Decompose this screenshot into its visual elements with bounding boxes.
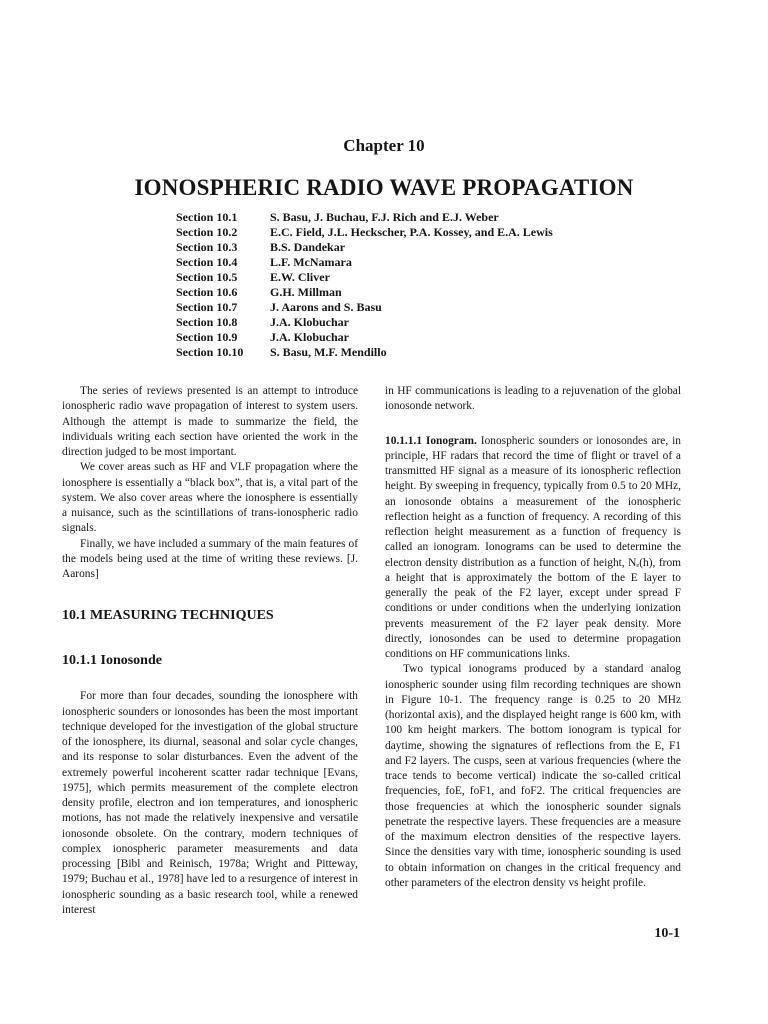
- section-number: Section 10.4: [176, 255, 238, 269]
- section-authors: S. Basu, J. Buchau, F.J. Rich and E.J. Weber: [270, 210, 499, 224]
- ionogram-text: Ionospheric sounders or ionosondes are, in principle, HF radars that record the time of flight or travel of a transmitted HF signal as a measure of its ionospheric reflection height. By sweeping in frequency, typically from 0.5 to 20 MHz, an ionosonde obtains a measurement of the ionospheric reflection height as a function of frequency. A recording of this reflection height measurement as a function of frequency is called an ionogram. Ionograms can be used to determine the electron density distribution as a function of height, Nₑ(h), from a height that is approximately the bottom of the E layer to generally the peak of the F2 layer, except under spread F conditions or under conditions when the underlying ionization prevents measurement of the F2 layer peak density. More directly, ionosondes can be used to determine propagation conditions on HF communications links.: [385, 434, 681, 660]
- intro-paragraph: We cover areas such as HF and VLF propagation where the ionosphere is essentially a “black box”, that is, a vital part of the system. We also cover areas where the ionosphere is essentially a nuisance, such as the scintillations of trans-ionospheric radio signals.: [62, 461, 358, 535]
- section-authors: L.F. McNamara: [270, 255, 352, 269]
- section-number: Section 10.9: [176, 330, 238, 344]
- body-paragraph: For more than four decades, sounding the ionosphere with ionospheric sounders or ionosondes has been the most important technique developed for the investigation of the global structure of the ionosphere, its diurnal, seasonal and solar cycle changes, and its response to solar disturbances. Even the advent of the extremely powerful incoherent scatter radar technique [Evans, 1975], which permits measurement of the complete electron density profile, electron and ion temperatures, and ionospheric motions, has not made the relatively inexpensive and versatile ionosonde obsolete. On the contrary, modern techniques of complex ionospheric parameter measurements and data processing [Bibl and Reinisch, 1978a; Wright and Pitteway, 1979; Buchau et al., 1978] have led to a resurgence of interest in ionospheric sounding as a basic research tool, while a renewed interest: [62, 690, 358, 916]
- section-number: Section 10.10: [176, 345, 244, 359]
- section-authors: G.H. Millman: [270, 285, 342, 299]
- continued-paragraph: in HF communications is leading to a rejuvenation of the global ionosonde network.: [385, 385, 681, 413]
- section-heading: 10.1 MEASURING TECHNIQUES: [62, 608, 274, 624]
- author-row: [176, 240, 553, 255]
- section-number: Section 10.5: [176, 270, 238, 284]
- section-number: Section 10.1: [176, 210, 238, 224]
- subsection-heading: 10.1.1 Ionosonde: [62, 653, 162, 669]
- section-number: Section 10.2: [176, 225, 238, 239]
- ionogram-paragraph: [385, 434, 681, 663]
- section-authors: S. Basu, M.F. Mendillo: [270, 345, 387, 359]
- section-number: Section 10.6: [176, 285, 238, 299]
- chapter-title: IONOSPHERIC RADIO WAVE PROPAGATION: [134, 175, 634, 200]
- runin-heading: 10.1.1.1 Ionogram.: [385, 434, 477, 447]
- section-authors: J. Aarons and S. Basu: [270, 300, 382, 314]
- section-number: Section 10.8: [176, 315, 238, 329]
- author-row: [176, 255, 553, 270]
- author-row: [176, 270, 553, 285]
- section-authors: E.W. Cliver: [270, 270, 330, 284]
- intro-paragraph: Finally, we have included a summary of the main features of the models being used at the time of writing these reviews. [J. Aarons]: [62, 537, 358, 580]
- author-row: [176, 210, 553, 225]
- left-column: [62, 384, 358, 918]
- section-number: Section 10.3: [176, 240, 238, 254]
- section-authors: J.A. Klobuchar: [270, 315, 350, 329]
- body-paragraph: Two typical ionograms produced by a standard analog ionospheric sounder using film recording techniques are shown in Figure 10-1. The frequency range is 0.25 to 20 MHz (horizontal axis), and the displayed height range is 600 km, with 100 km height markers. The bottom ionogram is typical for daytime, showing the signatures of reflections from the E, F1 and F2 layers. The cusps, seen at various frequencies (where the trace tends to become vertical) indicate the so-called critical frequencies, foE, foF1, and foF2. The critical frequencies are those frequencies at which the ionospheric sounder signals penetrate the respective layers. These frequencies are a measure of the maximum electron densities of the respective layers. Since the densities vary with time, ionospheric sounding is used to obtain information on changes in the critical frequency and other parameters of the electron density vs height profile.: [385, 663, 681, 889]
- author-row: [176, 345, 553, 360]
- intro-paragraph: The series of reviews presented is an attempt to introduce ionospheric radio wave propagation of interest to system users. Although the attempt is made to summarize the field, the individuals writing each section have oriented the work in the direction judged to be most important.: [62, 385, 358, 458]
- author-list: [176, 210, 553, 360]
- section-authors: E.C. Field, J.L. Heckscher, P.A. Kossey, and E.A. Lewis: [270, 225, 553, 239]
- section-number: Section 10.7: [176, 300, 238, 314]
- author-row: [176, 225, 553, 240]
- right-column: [385, 384, 681, 891]
- page-number: 10-1: [654, 926, 680, 941]
- author-row: [176, 330, 553, 345]
- section-authors: B.S. Dandekar: [270, 240, 346, 254]
- chapter-label: Chapter 10: [343, 136, 425, 155]
- author-row: [176, 300, 553, 315]
- author-row: [176, 315, 553, 330]
- author-row: [176, 285, 553, 300]
- section-authors: J.A. Klobuchar: [270, 330, 350, 344]
